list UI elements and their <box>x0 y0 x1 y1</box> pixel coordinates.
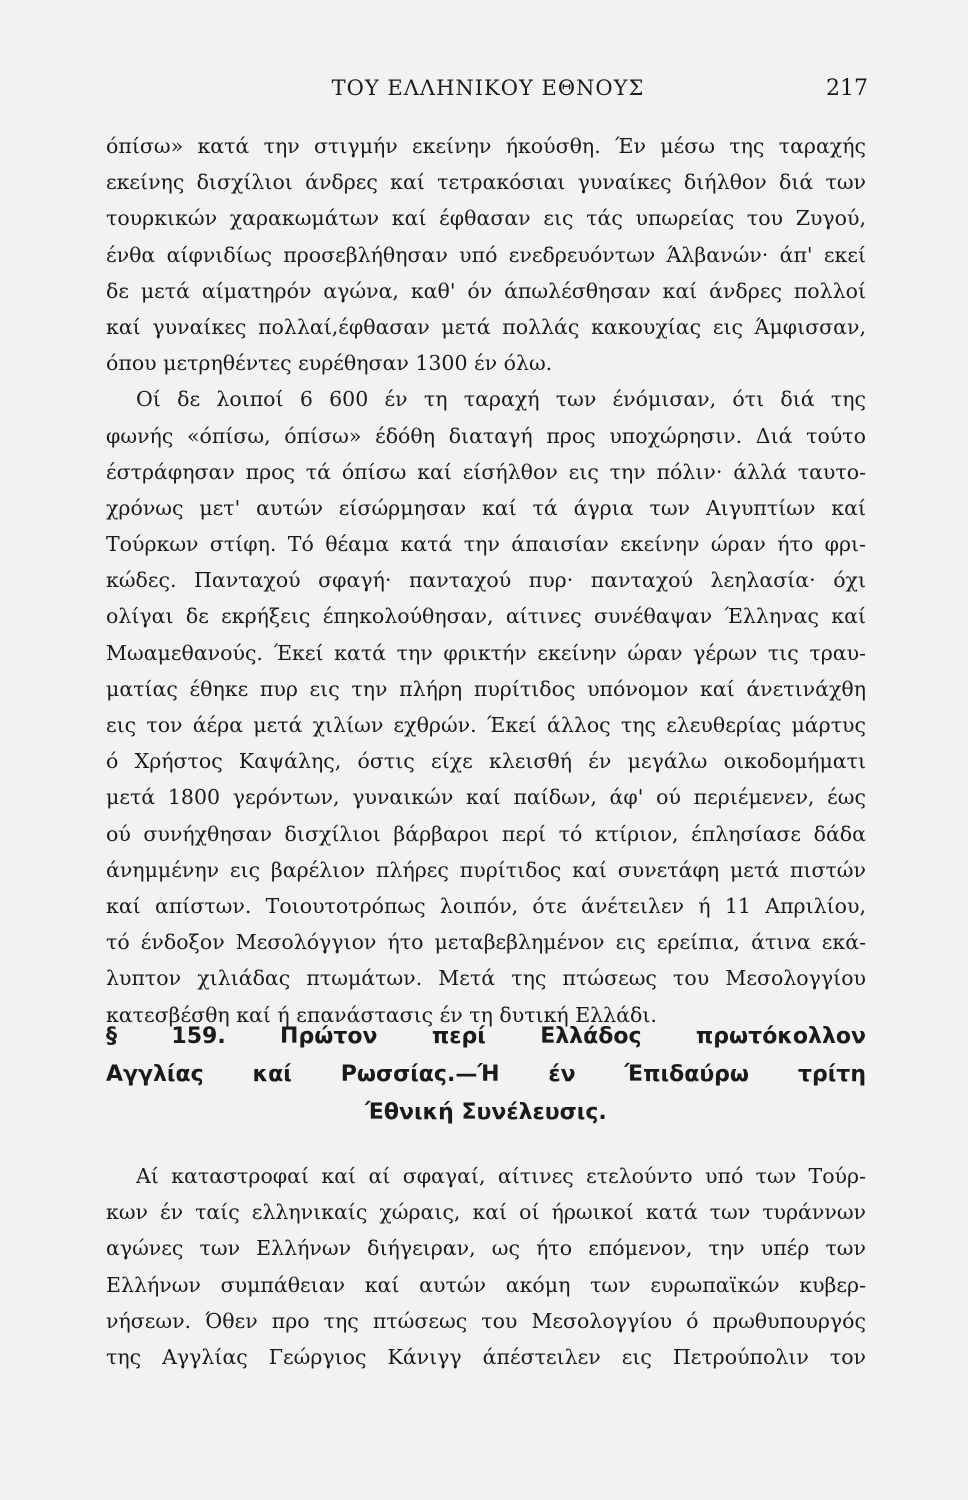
heading-line: Έθνική Συνέλευσις. <box>365 1100 607 1125</box>
text-line: ματίας έθηκε πυρ εις την πλήρη πυρίτιδος υπόνομον καί άνετινάχθη <box>106 676 866 701</box>
section-heading <box>106 1018 866 1132</box>
text-line: Μωαμεθανούς. Έκεί κατά την φρικτήν εκείνην ώραν γέρων τις τραυ- <box>106 640 866 665</box>
text-line: έστράφησαν προς τά όπίσω καί είσήλθον εις την πόλιν· άλλά ταυτο- <box>106 459 866 484</box>
text-line: κώδες. Πανταχού σφαγή· πανταχού πυρ· πανταχού λεηλασία· όχι <box>106 568 866 593</box>
text-line: ένθα αίφνιδίως προσεβλήθησαν υπό ενεδρευόντων Άλβανών· άπ' εκεί <box>106 242 866 267</box>
text-line: όπου μετρηθέντες ευρέθησαν 1300 έν όλω. <box>106 351 553 376</box>
text-line: Οί δε λοιποί 6 600 έν τη ταραχή των ένόμισαν, ότι διά της <box>136 387 866 412</box>
text-line: Αί καταστροφαί καί αί σφαγαί, αίτινες ετελούντο υπό των Τούρ- <box>136 1164 866 1188</box>
text-line: άνημμένην εις βαρέλιον πλήρες πυρίτιδος καί συνετάφη μετά πιστών <box>106 857 866 882</box>
text-line: αγώνες των Ελλήνων διήγειραν, ως ήτο επόμενον, την υπέρ των <box>106 1236 866 1261</box>
text-line: μετά 1800 γερόντων, γυναικών καί παίδων, άφ' ού περιέμενεν, έως <box>106 785 866 810</box>
text-line: τουρκικών χαρακωμάτων καί έφθασαν εις τάς υπωρείας του Ζυγού, <box>106 206 866 231</box>
page-header <box>108 72 868 112</box>
text-line: δε μετά αίματηρόν αγώνα, καθ' όν άπωλέσθησαν καί άνδρες πολλοί <box>106 278 866 303</box>
text-line: χρόνως μετ' αυτών είσώρμησαν καί τά άγρια των Αιγυπτίων καί <box>106 495 866 520</box>
body-text <box>106 128 866 1033</box>
text-line: κων έν ταίς ελληνικαίς χώραις, καί οί ήρωικοί κατά των τυράννων <box>106 1200 866 1225</box>
text-line: ό Χρήστος Καψάλης, όστις είχε κλεισθή έν μεγάλω οικοδομήματι <box>106 749 866 774</box>
text-line: λυπτον χιλιάδας πτωμάτων. Μετά της πτώσεως του Μεσολογγίου <box>106 966 866 991</box>
running-head: ΤΟΥ ΕΛΛΗΝΙΚΟΥ ΕΘΝΟΥΣ <box>331 76 645 100</box>
text-line: κατεσβέσθη καί ή επανάστασις έν τη δυτική Ελλάδι. <box>106 1002 657 1027</box>
text-line: ολίγαι δε εκρήξεις έπηκολούθησαν, αίτινες συνέθαψαν Έλληνας καί <box>106 604 866 629</box>
text-line: Τούρκων στίφη. Τό θέαμα κατά την άπαισίαν εκείνην ώραν ήτο φρι- <box>106 532 866 557</box>
text-line: καί γυναίκες πολλαί,έφθασαν μετά πολλάς κακουχίας εις Άμφισσαν, <box>106 314 866 339</box>
text-line: τό ένδοξον Μεσολόγγιον ήτο μεταβεβλημένον εις ερείπια, άτινα εκά- <box>106 930 866 955</box>
section-body-text <box>106 1158 866 1375</box>
text-line: όπίσω» κατά την στιγμήν εκείνην ήκούσθη. Έν μέσω της ταραχής <box>106 134 866 158</box>
text-line: νήσεων. Όθεν προ της πτώσεως του Μεσολογγίου ό πρωθυπουργός <box>106 1308 866 1333</box>
text-line: εις τον άέρα μετά χιλίων εχθρών. Έκεί άλλος της ελευθερίας μάρτυς <box>106 713 866 737</box>
text-line: της Αγγλίας Γεώργιος Κάνιγγ άπέστειλεν εις Πετρούπολιν τον <box>106 1344 866 1369</box>
text-line: εκείνης δισχίλιοι άνδρες καί τετρακόσιαι γυναίκες διήλθον διά των <box>106 170 866 195</box>
text-line: Ελλήνων συμπάθειαν καί αυτών ακόμη των ευρωπαϊκών κυβερ- <box>106 1272 866 1297</box>
text-line: καί απίστων. Τοιουτοτρόπως λοιπόν, ότε άνέτειλεν ή 11 Απριλίου, <box>106 893 866 918</box>
heading-line: Αγγλίας καί Ρωσσίας.—Ή έν Έπιδαύρω τρίτη <box>106 1062 866 1087</box>
heading-line: § 159. Πρώτον περί Ελλάδος πρωτόκολλον <box>106 1024 866 1049</box>
page-number: 217 <box>826 76 868 101</box>
text-line: ού συνήχθησαν δισχίλιοι βάρβαροι περί τό κτίριον, έπλησίασε δάδα <box>106 821 866 846</box>
text-line: φωνής «όπίσω, όπίσω» έδόθη διαταγή προς υποχώρησιν. Διά τούτο <box>106 423 866 448</box>
